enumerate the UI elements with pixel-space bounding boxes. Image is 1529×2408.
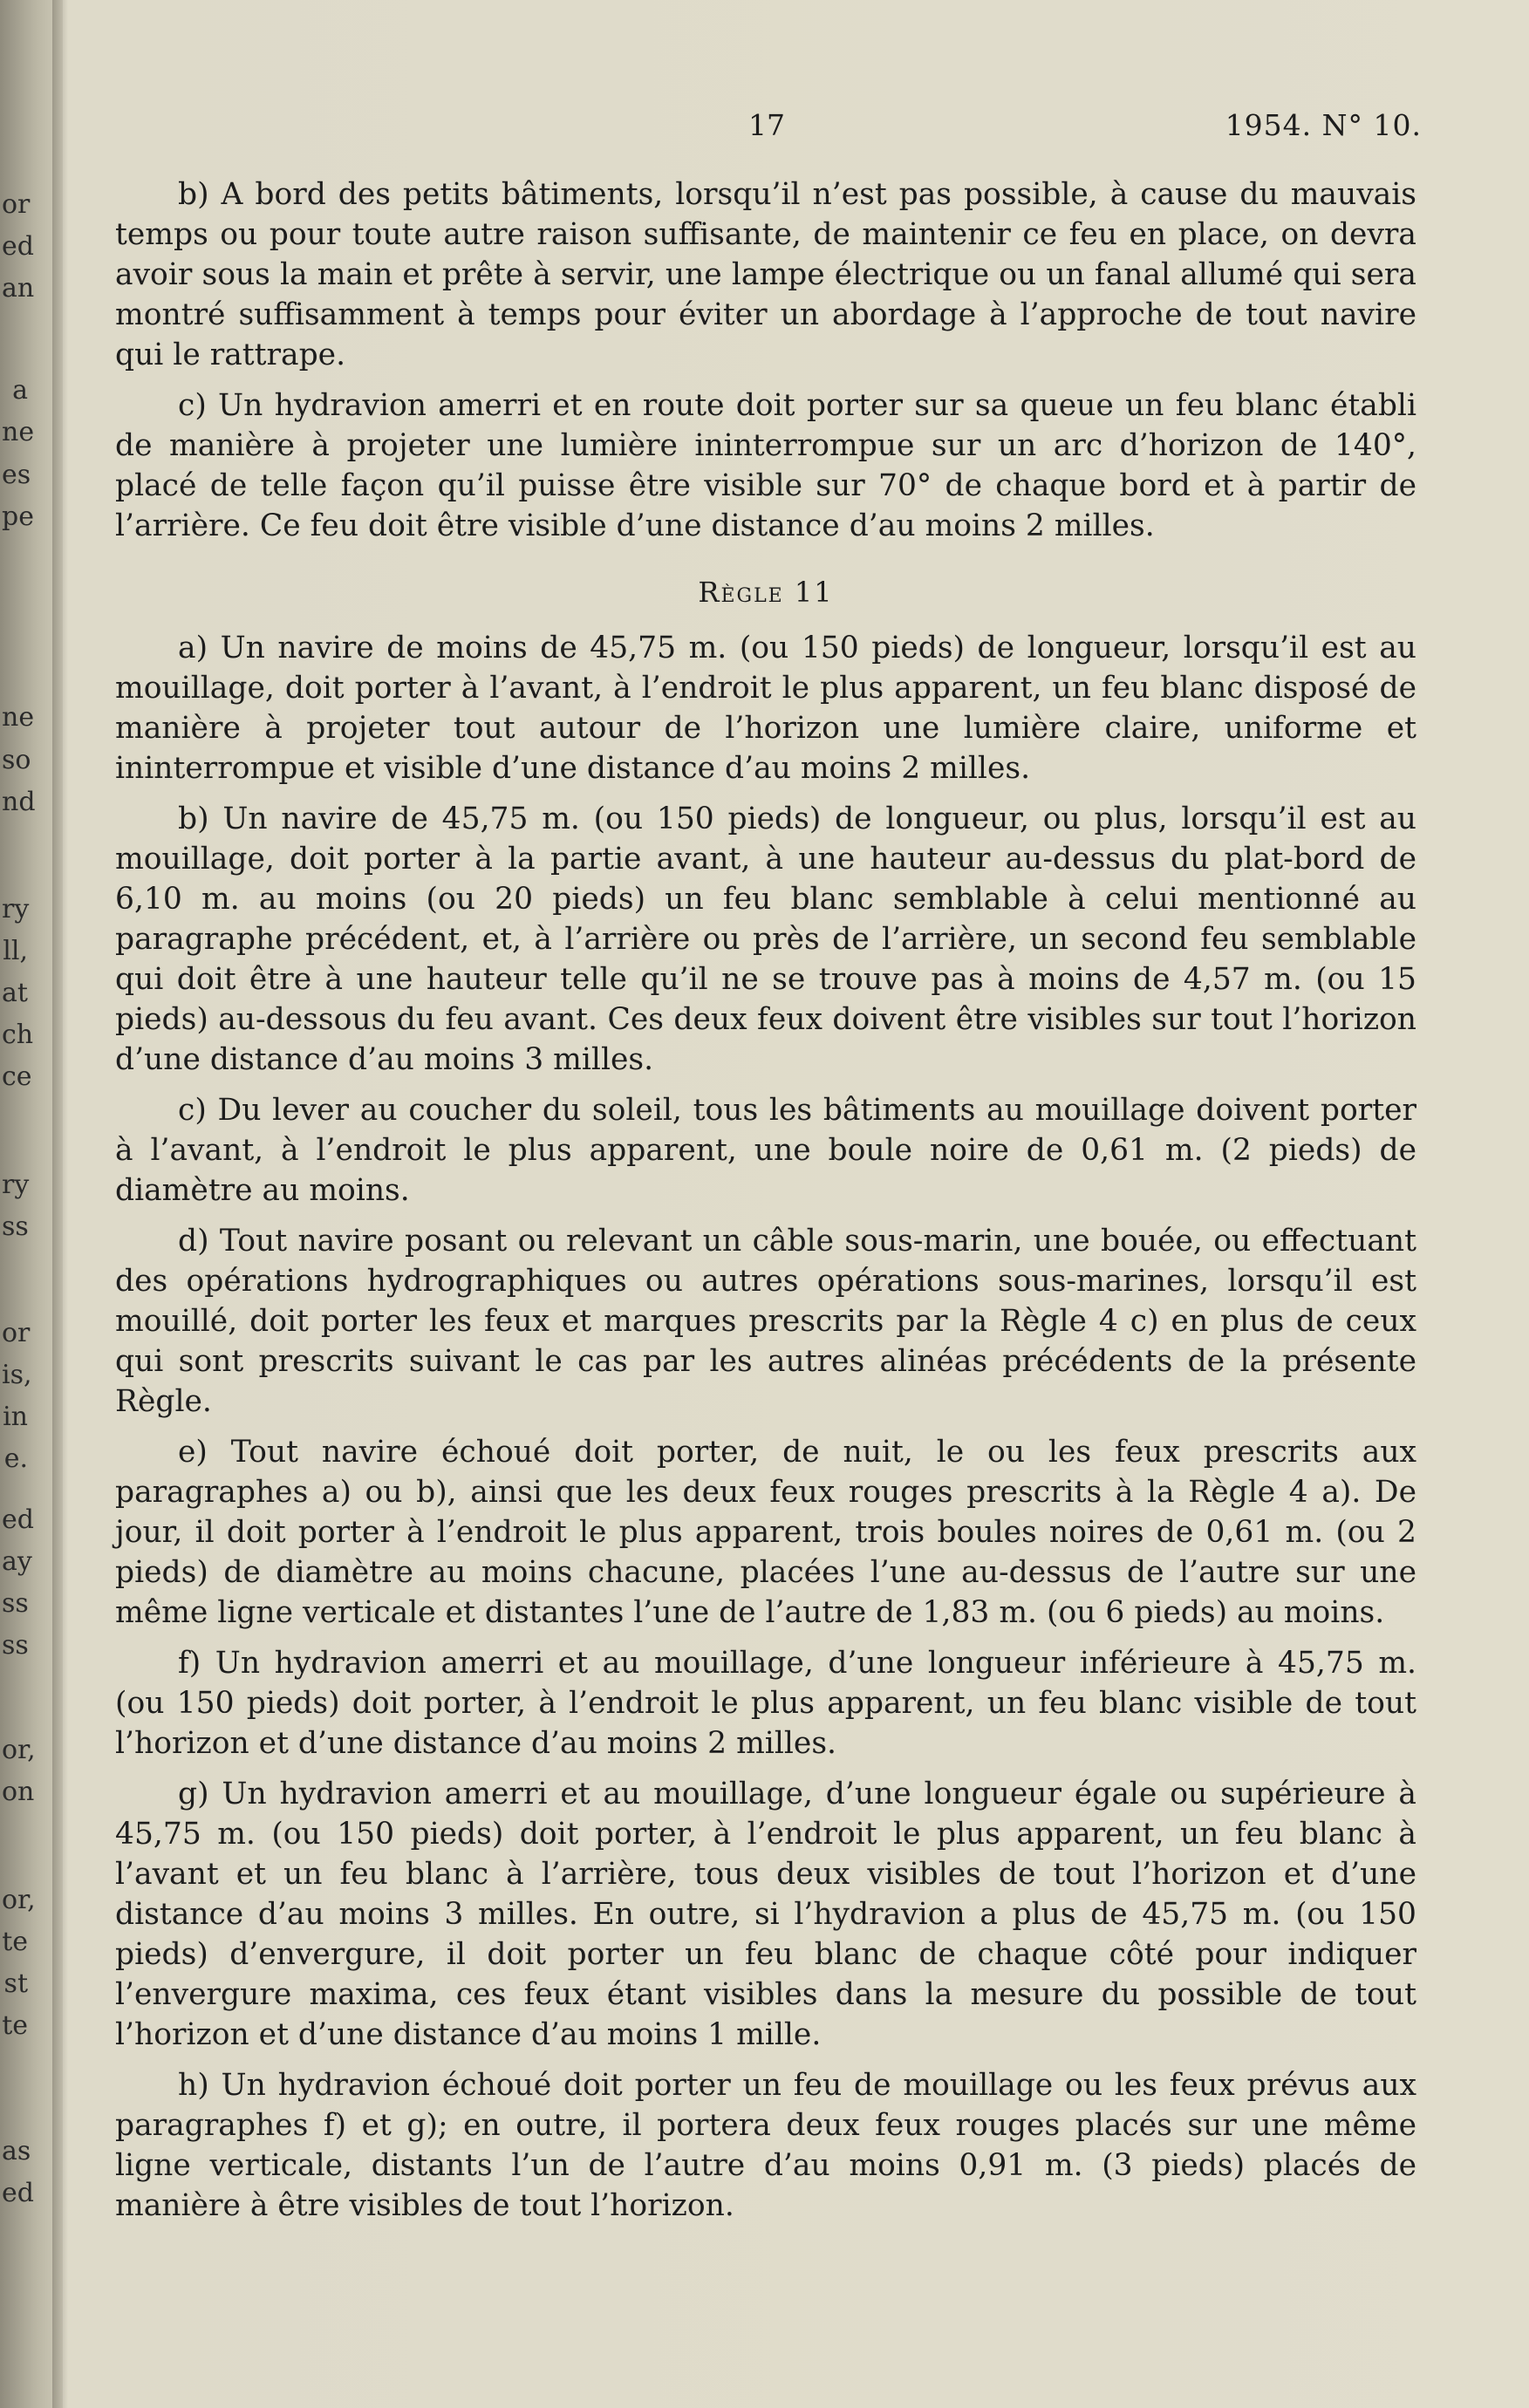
- rule-paragraph-f: f) Un hydravion amerri et au mouillage, d’une longueur inférieure à 45,75 m. (ou 150 pieds) doit porter, à l’endroit le plus apparent, un feu blanc visible de tout l’horizon et d’une distance d’au moins 2 milles.: [115, 1646, 1416, 1761]
- margin-fragment: or,: [2, 1885, 36, 1915]
- margin-fragment: te: [2, 1927, 28, 1957]
- margin-fragment: as: [2, 2136, 31, 2166]
- margin-fragment: is,: [2, 1360, 32, 1390]
- margin-fragment: ry: [2, 894, 30, 924]
- margin-fragment: a: [12, 375, 28, 406]
- rule-paragraph-e: e) Tout navire échoué doit porter, de nuit, le ou les feux prescrits aux paragraphes a) ou b), ainsi que les deux feux rouges prescrits à la Règle 4 a). De jour, il doit porter à l’endroit le plus apparent, trois boules noires de 0,61 m. (ou 2 pieds) de diamètre au moins chacune, placées l’une au-dessus de l’autre sur une même ligne verticale et distantes l’une de l’autre de 1,83 m. (ou 6 pieds) au moins.: [115, 1435, 1416, 1630]
- rule-heading: Règle 11: [698, 576, 834, 609]
- margin-fragment: ay: [2, 1546, 32, 1577]
- rule-paragraph-g: g) Un hydravion amerri et au mouillage, d’une longueur égale ou supérieure à 45,75 m. (ou 150 pieds) doit porter, à l’endroit le plus apparent, un feu blanc à l’avant et un feu blanc à l’arrière, tous deux visibles de tout l’horizon et d’une distance d’au moins 3 milles. En outre, si l’hydravion a plus de 45,75 m. (ou 150 pieds) d’envergure, il doit porter un feu blanc de chaque côté pour indiquer l’envergure maxima, ces feux étant visibles dans la mesure du possible de tout l’horizon et d’une distance d’au moins 1 mille.: [115, 1777, 1416, 2052]
- margin-fragment: an: [2, 273, 35, 304]
- body-text: [115, 174, 1416, 2226]
- margin-fragment: es: [2, 460, 31, 490]
- margin-fragment: pe: [2, 501, 34, 532]
- margin-fragment: te: [2, 2010, 28, 2041]
- margin-fragment: ss: [2, 1588, 29, 1619]
- margin-fragment: in: [3, 1402, 28, 1432]
- rule-paragraph-d: d) Tout navire posant ou relevant un câble sous-marin, une bouée, ou effectuant des opérations hydrographiques ou autres opérations sous-marines, lorsqu’il est mouillé, doit porter les feux et marques prescrits par la Règle 4 c) en plus de ceux qui sont prescrits suivant le cas par les autres alinéas précédents de la présente Règle.: [115, 1224, 1416, 1419]
- margin-fragment: ne: [2, 702, 35, 733]
- margin-fragment: ch: [2, 1020, 34, 1050]
- margin-fragment: on: [2, 1777, 35, 1807]
- rule-paragraph-a: a) Un navire de moins de 45,75 m. (ou 150 pieds) de longueur, lorsqu’il est au mouillage, doit porter à l’avant, à l’endroit le plus apparent, un feu blanc disposé de manière à projeter tout autour de l’horizon une lumière claire, uniforme et ininterrompue et visible d’une distance d’au moins 2 milles.: [115, 631, 1416, 786]
- page-fold-shadow: [52, 0, 68, 2408]
- margin-fragment: ss: [2, 1211, 29, 1242]
- rule-paragraph-c: c) Du lever au coucher du soleil, tous les bâtiments au mouillage doivent porter à l’avant, à l’endroit le plus apparent, une boule noire de 0,61 m. (2 pieds) de diamètre au moins.: [115, 1093, 1416, 1208]
- paragraph-b: b) A bord des petits bâtiments, lorsqu’il n’est pas possible, à cause du mauvais temps ou pour toute autre raison suffisante, de maintenir ce feu en place, on devra avoir sous la main et prête à servir, une lampe électrique ou un fanal allumé qui sera montré suffisamment à temps pour éviter un abordage à l’approche de tout navire qui le rattrape.: [115, 177, 1416, 372]
- margin-fragment: ed: [2, 1504, 34, 1535]
- margin-fragment: so: [2, 745, 31, 775]
- margin-fragment: ne: [2, 417, 35, 447]
- margin-fragment: or: [2, 189, 31, 220]
- margin-fragment: ss: [2, 1630, 29, 1661]
- margin-fragment: at: [2, 978, 28, 1008]
- margin-fragment: ll,: [3, 936, 28, 966]
- margin-fragment: or,: [2, 1735, 36, 1765]
- margin-fragment: nd: [2, 787, 36, 817]
- paragraph-c: c) Un hydravion amerri et en route doit porter sur sa queue un feu blanc établi de manière à projeter une lumière ininterrompue sur un arc d’horizon de 140°, placé de telle façon qu’il puisse être visible sur 70° de chaque bord et à partir de l’arrière. Ce feu doit être visible d’une distance d’au moins 2 milles.: [115, 388, 1416, 543]
- document-reference: 1954. N° 10.: [1225, 108, 1422, 142]
- rule-paragraph-b: b) Un navire de 45,75 m. (ou 150 pieds) de longueur, ou plus, lorsqu’il est au mouillage, doit porter à la partie avant, à une hauteur au-dessus du plat-bord de 6,10 m. au moins (ou 20 pieds) un feu blanc semblable à celui mentionné au paragraphe précédent, et, à l’arrière ou près de l’arrière, un second feu semblable qui doit être à une hauteur telle qu’il ne se trouve pas à moins de 4,57 m. (ou 15 pieds) au-dessous du feu avant. Ces deux feux doivent être visibles sur tout l’horizon d’une distance d’au moins 3 milles.: [115, 802, 1416, 1077]
- margin-fragment: st: [3, 1968, 28, 1999]
- rule-paragraph-h: h) Un hydravion échoué doit porter un feu de mouillage ou les feux prévus aux paragraphes f) et g); en outre, il portera deux feux rouges placés sur une même ligne verticale, distants l’un de l’autre d’au moins 0,91 m. (3 pieds) placés de manière à être visibles de tout l’horizon.: [115, 2068, 1416, 2223]
- margin-fragment: ce: [2, 1061, 32, 1092]
- page-header: [741, 108, 1422, 152]
- margin-fragment: ed: [2, 2178, 34, 2208]
- margin-fragment: or: [2, 1318, 31, 1348]
- margin-fragment: ed: [2, 231, 34, 262]
- page-number: 17: [748, 108, 785, 142]
- margin-fragment: e.: [3, 1443, 28, 1474]
- margin-fragment: ry: [2, 1170, 30, 1200]
